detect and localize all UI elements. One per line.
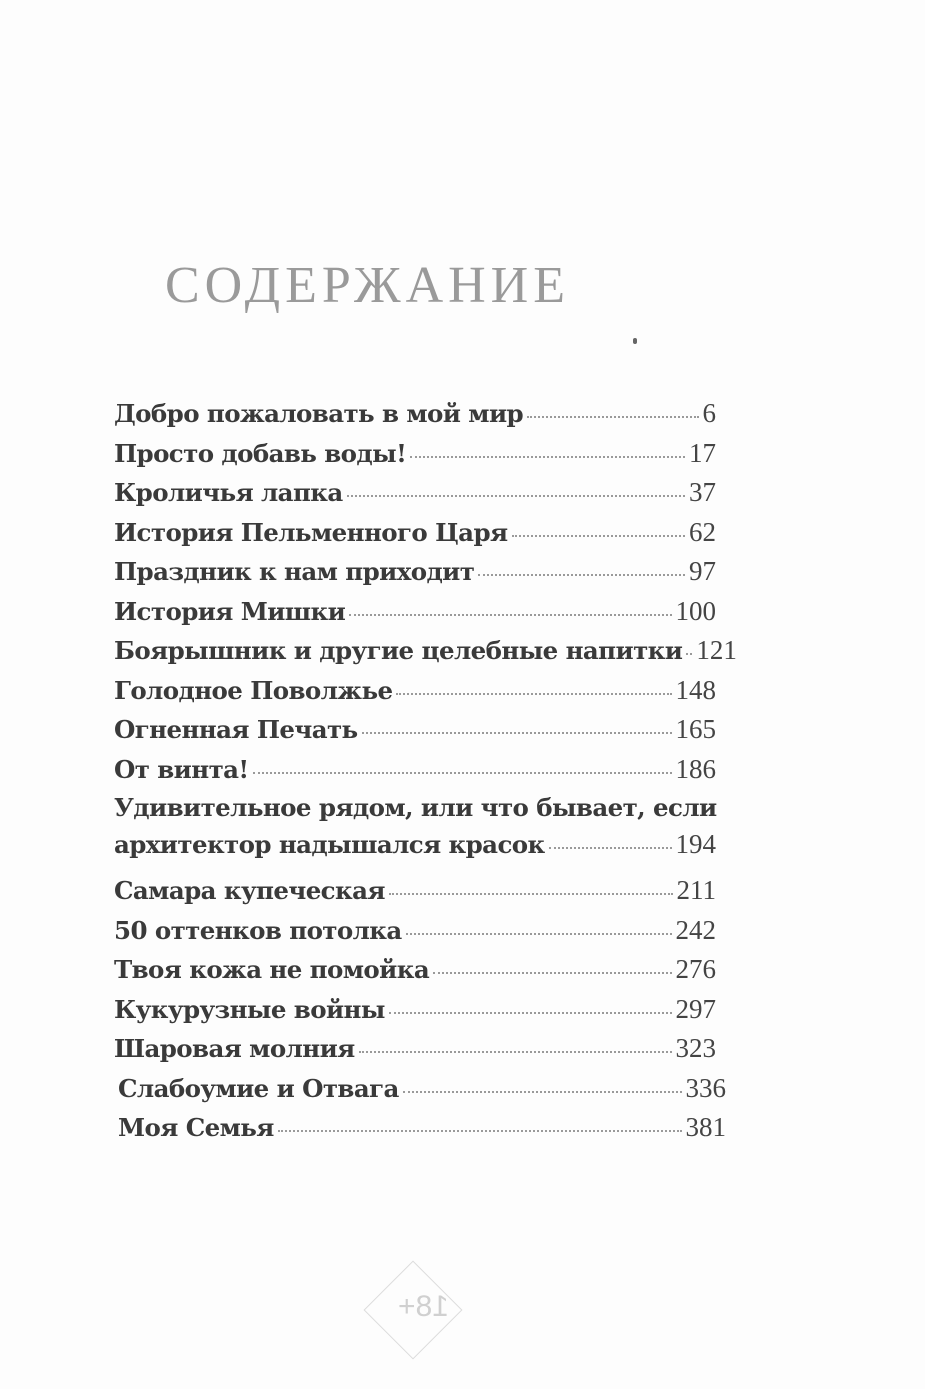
- toc-entry[interactable]: [114, 714, 716, 754]
- toc-page-number: 276: [675, 954, 716, 984]
- toc-page-number: 37: [689, 477, 716, 507]
- toc-page-number: 211: [676, 875, 716, 905]
- toc-page-number: 148: [675, 674, 716, 705]
- dot-leader: [549, 847, 672, 849]
- toc-page-number: 165: [675, 714, 716, 744]
- toc-entry[interactable]: [114, 954, 716, 994]
- toc-page-number: 17: [689, 437, 716, 468]
- toc-entry-title: Просто добавь воды!: [114, 438, 407, 468]
- toc-entry[interactable]: [114, 994, 716, 1034]
- toc-entry-title: 50 оттенков потолка: [114, 915, 402, 945]
- toc-entry[interactable]: [114, 398, 716, 438]
- toc-entry[interactable]: [114, 1112, 726, 1152]
- dot-leader: [362, 732, 672, 734]
- toc-entry-title: Добро пожаловать в мой мир: [114, 399, 524, 428]
- toc-page-number: 62: [689, 516, 716, 547]
- toc-entry[interactable]: [114, 556, 716, 596]
- dot-leader: [389, 1012, 672, 1014]
- toc-entry-title-line1: Удивительное рядом, или что бывает, если: [114, 793, 717, 822]
- dot-leader: [527, 416, 698, 418]
- toc-entry-title: Слабоумие и Отвага: [118, 1073, 399, 1103]
- toc-entry-title: Шаровая молния: [114, 1034, 355, 1063]
- toc-entry-title: История Пельменного Царя: [114, 517, 508, 547]
- dot-leader: [349, 614, 671, 616]
- toc-page-number: 186: [675, 753, 716, 784]
- toc-entry[interactable]: [114, 754, 716, 794]
- dot-leader: [278, 1130, 682, 1132]
- toc-page-number: 121: [696, 635, 737, 665]
- dot-leader: [433, 972, 671, 974]
- toc-entry-title: Голодное Поволжье: [114, 675, 393, 705]
- toc-entry[interactable]: [114, 1033, 716, 1073]
- toc-page-number: 100: [675, 595, 716, 626]
- toc-entry-title: Огненная Печать: [114, 715, 358, 744]
- dot-leader: [410, 456, 685, 458]
- toc-entry-title: Праздник к нам приходит: [114, 557, 475, 586]
- toc-page-number: 6: [702, 398, 716, 428]
- toc-entry-title: архитектор надышался красок: [114, 830, 545, 859]
- age-rating-bleedthrough-text: 18+: [398, 1290, 449, 1323]
- print-speck: [633, 338, 637, 344]
- toc-entry[interactable]: [114, 915, 716, 955]
- toc-entry[interactable]: [114, 438, 716, 478]
- toc-entry[interactable]: [114, 635, 737, 675]
- toc-entry[interactable]: [114, 517, 716, 557]
- toc-page-number: 242: [675, 914, 716, 945]
- toc-page-number: 381: [685, 1112, 726, 1142]
- toc-entry-title: История Мишки: [114, 596, 346, 626]
- toc-entry[interactable]: [114, 675, 716, 715]
- dot-leader: [389, 893, 673, 895]
- dot-leader: [359, 1051, 672, 1053]
- toc-page-number: 194: [675, 829, 716, 859]
- dot-leader: [686, 653, 692, 655]
- toc-entry-title: Боярышник и другие целебные напитки: [114, 636, 683, 665]
- toc-entry-title: Самара купеческая: [114, 876, 385, 905]
- toc-entry[interactable]: [114, 875, 716, 915]
- toc-page-number: 336: [685, 1072, 726, 1103]
- table-of-contents: [114, 398, 737, 1152]
- toc-page-number: 297: [675, 993, 716, 1024]
- toc-entry-title: Кроличья лапка: [114, 478, 343, 507]
- dot-leader: [396, 693, 671, 695]
- toc-entry-title: Кукурузные войны: [114, 994, 385, 1024]
- dot-leader: [253, 772, 672, 774]
- toc-page-number: 323: [675, 1033, 716, 1063]
- toc-entry-title: Твоя кожа не помойка: [114, 955, 430, 984]
- toc-entry-title: Моя Семья: [118, 1113, 274, 1142]
- toc-entry[interactable]: [114, 1073, 726, 1113]
- dot-leader: [403, 1091, 682, 1093]
- dot-leader: [347, 495, 685, 497]
- dot-leader: [406, 933, 672, 935]
- dot-leader: [478, 574, 685, 576]
- toc-entry[interactable]: [114, 793, 716, 865]
- toc-entry-title: От винта!: [114, 754, 249, 784]
- toc-page-number: 97: [689, 556, 716, 586]
- toc-entry[interactable]: [114, 477, 716, 517]
- page-title: СОДЕРЖАНИЕ: [165, 257, 570, 314]
- dot-leader: [512, 535, 686, 537]
- toc-entry[interactable]: [114, 596, 716, 636]
